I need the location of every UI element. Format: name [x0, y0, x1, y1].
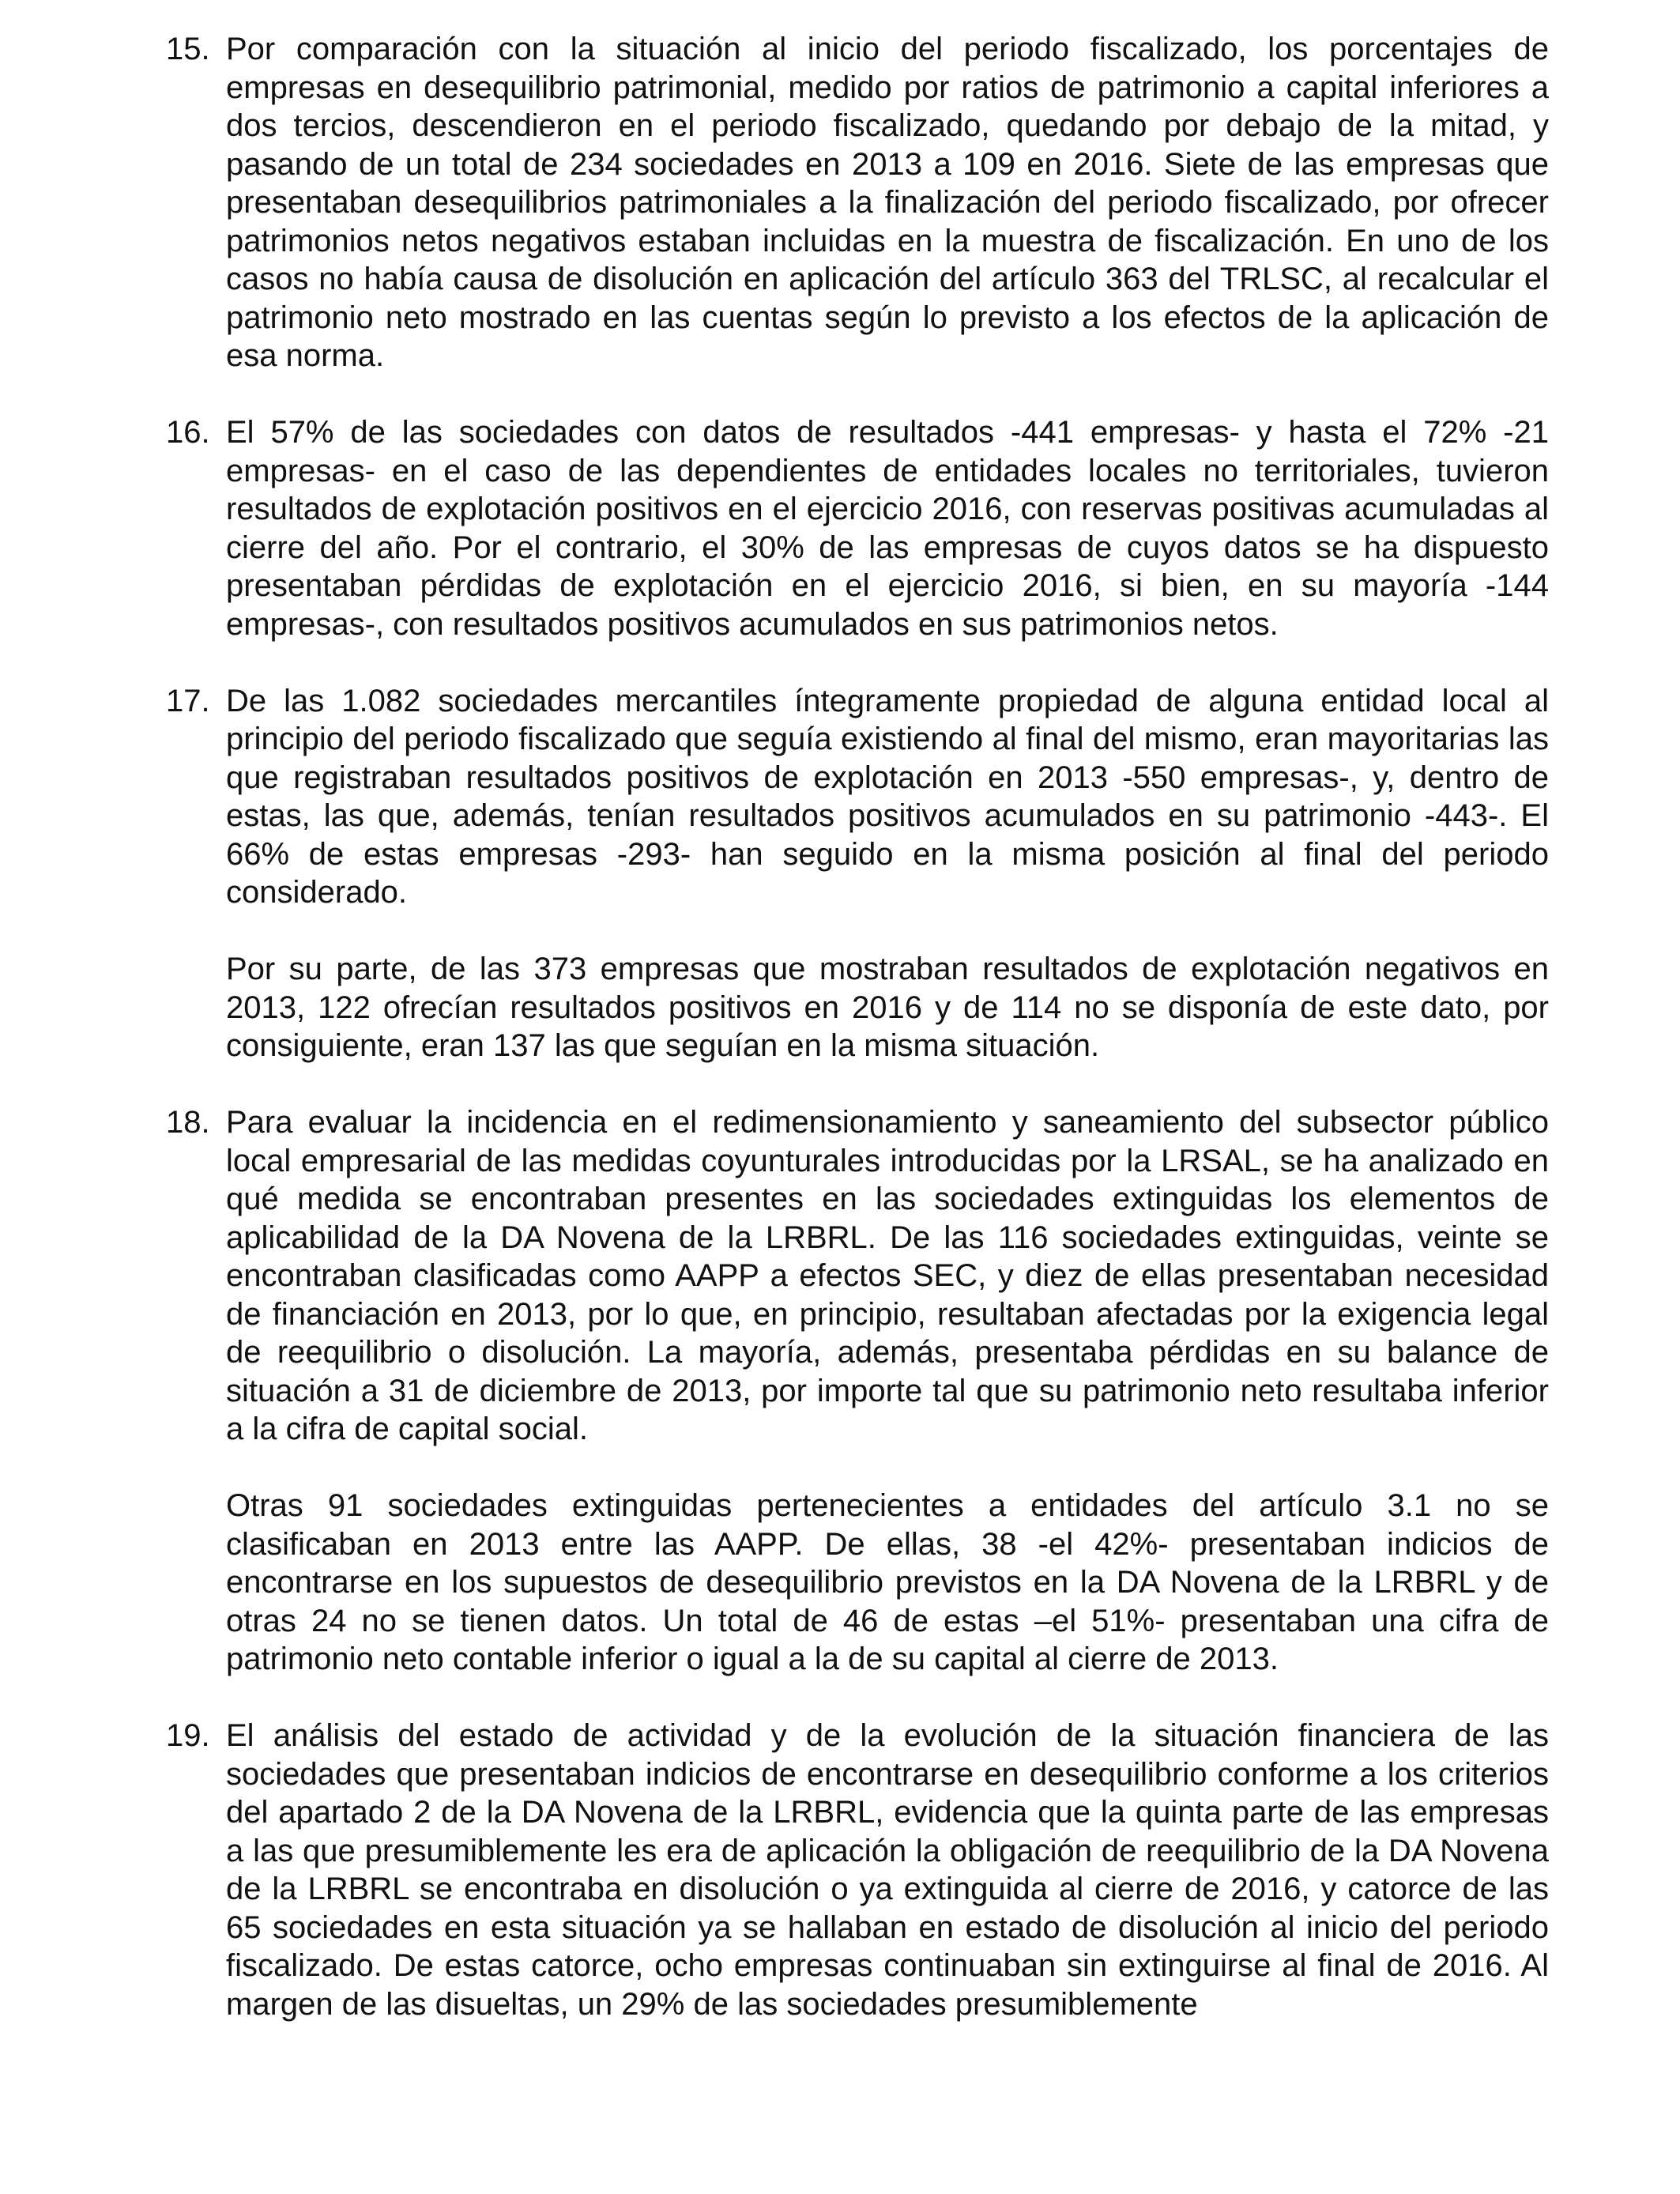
paragraph-spacer	[166, 643, 1549, 682]
paragraph-spacer	[166, 375, 1549, 414]
numbered-paragraph-18	[166, 1103, 1549, 1679]
paragraph-body	[226, 1717, 1549, 2023]
paragraph-text: El análisis del estado de actividad y de la evolución de la situación financiera de las sociedades que presentaban indicios de encontrarse en desequilibrio conforme a los criterios del apartado 2 de la DA Novena de la LRBRL, evidencia que la quinta parte de las empresas a las que presumiblemente les era de aplicación la obligación de reequilibrio de la DA Novena de la LRBRL se encontraba en disolución o ya extinguida al cierre de 2016, y catorce de las 65 sociedades en esta situación ya se hallaban en estado de disolución al inicio del periodo fiscalizado. De estas catorce, ocho empresas continuaban sin extinguirse al final de 2016. Al margen de las disueltas, un 29% de las sociedades presumiblemente	[226, 1718, 1549, 2022]
paragraph-text: De las 1.082 sociedades mercantiles íntegramente propiedad de alguna entidad local al principio del periodo fiscalizado que seguía existiendo al final del mismo, eran mayoritarias las que registraban resultados positivos de explotación en 2013 -550 empresas-, y, dentro de estas, las que, además, tenían resultados positivos acumulados en su patrimonio -443-. El 66% de estas empresas -293- han seguido en la misma posición al final del periodo considerado.	[226, 683, 1549, 910]
paragraph-number: 19.	[166, 1718, 210, 1753]
paragraph-number: 16.	[166, 415, 210, 450]
paragraph-body	[226, 30, 1549, 375]
paragraph-text: Por comparación con la situación al inicio del periodo fiscalizado, los porcentajes de empresas en desequilibrio patrimonial, medido por ratios de patrimonio a capital inferiores a dos tercios, descendieron en el periodo fiscalizado, quedando por debajo de la mitad, y pasando de un total de 234 sociedades en 2013 a 109 en 2016. Siete de las empresas que presentaban desequilibrios patrimoniales a la finalización del periodo fiscalizado, por ofrecer patrimonios netos negativos estaban incluidas en la muestra de fiscalización. En uno de los casos no había causa de disolución en aplicación del artículo 363 del TRLSC, al recalcular el patrimonio neto mostrado en las cuentas según lo previsto a los efectos de la aplicación de esa norma.	[226, 32, 1549, 373]
paragraph-body	[226, 1103, 1549, 1679]
numbered-paragraph-16	[166, 413, 1549, 643]
paragraph-text: Otras 91 sociedades extinguidas pertenecientes a entidades del artículo 3.1 no se clasificaban en 2013 entre las AAPP. De ellas, 38 -el 42%- presentaban indicios de encontrarse en los supuestos de desequilibrio previstos en la DA Novena de la LRBRL y de otras 24 no se tienen datos. Un total de 46 de estas –el 51%- presentaban una cifra de patrimonio neto contable inferior o igual a la de su capital al cierre de 2013.	[226, 1488, 1549, 1676]
paragraph-number: 18.	[166, 1105, 210, 1140]
paragraph-text: Por su parte, de las 373 empresas que mostraban resultados de explotación negativos en 2013, 122 ofrecían resultados positivos en 2016 y de 114 no se disponía de este dato, por consiguiente, eran 137 las que seguían en la misma situación.	[226, 952, 1549, 1063]
paragraph-body	[226, 413, 1549, 643]
paragraph-number: 15.	[166, 32, 210, 66]
numbered-paragraph-15	[166, 30, 1549, 375]
document-body	[166, 30, 1549, 2023]
paragraph-text: El 57% de las sociedades con datos de resultados -441 empresas- y hasta el 72% -21 empresas- en el caso de las dependientes de entidades locales no territoriales, tuvieron resultados de explotación positivos en el ejercicio 2016, con reservas positivas acumuladas al cierre del año. Por el contrario, el 30% de las empresas de cuyos datos se ha dispuesto presentaban pérdidas de explotación en el ejercicio 2016, si bien, en su mayoría -144 empresas-, con resultados positivos acumulados en sus patrimonios netos.	[226, 415, 1549, 642]
numbered-paragraph-19	[166, 1717, 1549, 2023]
paragraph-body	[226, 682, 1549, 1065]
paragraph-spacer	[166, 1679, 1549, 1717]
paragraph-spacer	[166, 1065, 1549, 1104]
numbered-paragraph-17	[166, 682, 1549, 1065]
paragraph-text: Para evaluar la incidencia en el redimensionamiento y saneamiento del subsector público local empresarial de las medidas coyunturales introducidas por la LRSAL, se ha analizado en qué medida se encontraban presentes en las sociedades extinguidas los elementos de aplicabilidad de la DA Novena de la LRBRL. De las 116 sociedades extinguidas, veinte se encontraban clasificadas como AAPP a efectos SEC, y diez de ellas presentaban necesidad de financiación en 2013, por lo que, en principio, resultaban afectadas por la exigencia legal de reequilibrio o disolución. La mayoría, además, presentaba pérdidas en su balance de situación a 31 de diciembre de 2013, por importe tal que su patrimonio neto resultaba inferior a la cifra de capital social.	[226, 1105, 1549, 1446]
paragraph-number: 17.	[166, 683, 210, 718]
